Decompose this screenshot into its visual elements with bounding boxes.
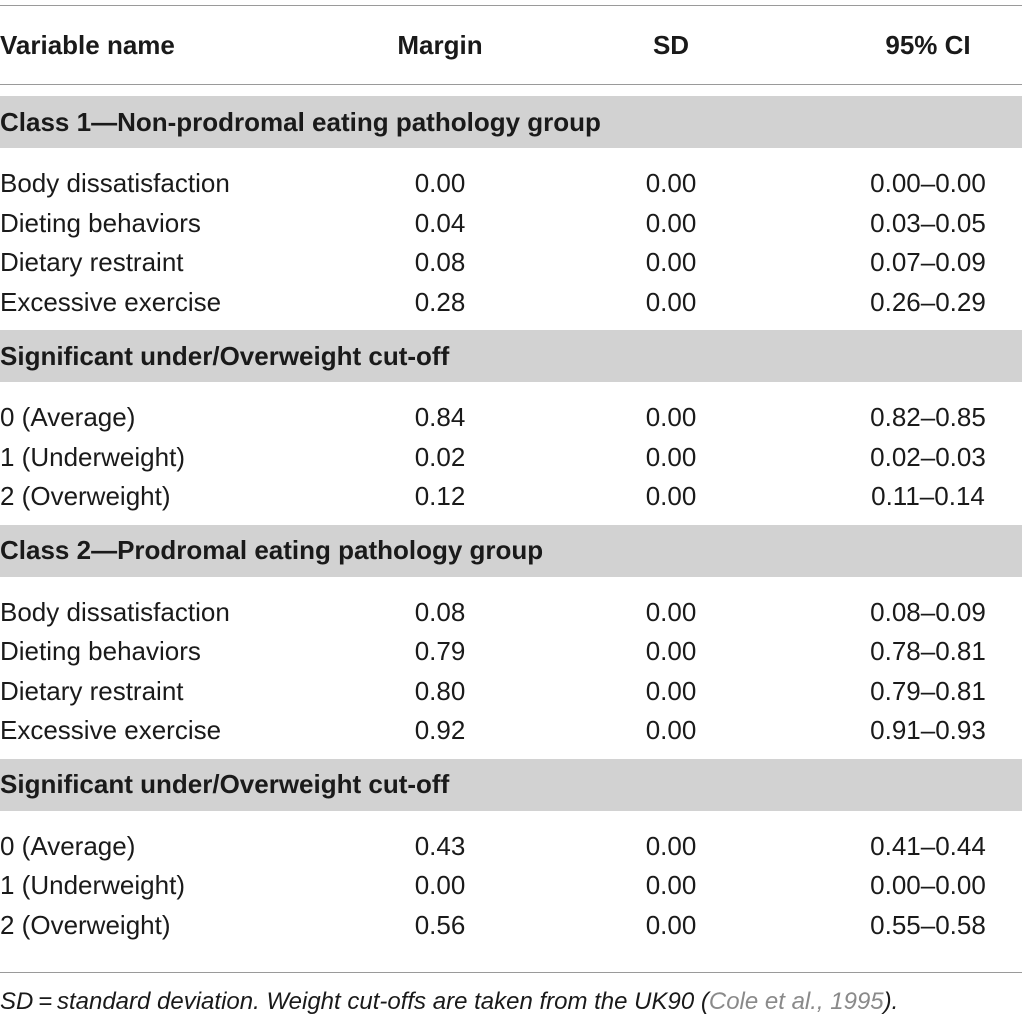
cell-margin: 0.80 — [414, 675, 466, 706]
cell-sd: 0.00 — [645, 168, 697, 199]
cell-sd: 0.00 — [645, 402, 697, 433]
cell-ci: 0.26–0.29 — [870, 286, 986, 317]
group-title: Significant under/Overweight cut-off — [0, 340, 450, 371]
table-row — [0, 283, 1022, 323]
cell-margin: 0.00 — [414, 168, 466, 199]
table-row — [0, 438, 1022, 478]
cell-sd: 0.00 — [645, 441, 697, 472]
cell-sd: 0.00 — [645, 596, 697, 627]
cell-sd: 0.00 — [645, 207, 697, 238]
group-header — [0, 330, 1022, 382]
cell-ci: 0.78–0.81 — [870, 636, 986, 667]
table-row — [0, 632, 1022, 672]
cell-sd: 0.00 — [645, 636, 697, 667]
cell-sd: 0.00 — [645, 481, 697, 512]
cell-ci: 0.11–0.14 — [871, 481, 985, 512]
cell-variable-name: Dietary restraint — [0, 247, 184, 278]
cell-margin: 0.84 — [414, 402, 466, 433]
cell-sd: 0.00 — [645, 715, 697, 746]
cell-variable-name: Dieting behaviors — [0, 636, 201, 667]
table-row — [0, 906, 1022, 946]
table-row — [0, 398, 1022, 438]
cell-variable-name: Body dissatisfaction — [0, 596, 230, 627]
cell-margin: 0.08 — [414, 247, 466, 278]
group-title: Class 2—Prodromal eating pathology group — [0, 535, 544, 565]
footnote-text: SD = standard deviation. Weight cut-offs are taken from the UK90 ( — [0, 988, 709, 1015]
cell-variable-name: Excessive exercise — [0, 715, 222, 746]
cell-variable-name: 1 (Underweight) — [0, 441, 185, 472]
cell-margin: 0.02 — [414, 441, 466, 472]
cell-variable-name: 2 (Overweight) — [0, 481, 171, 512]
cell-margin: 0.12 — [414, 481, 466, 512]
table-row — [0, 593, 1022, 633]
cell-sd: 0.00 — [645, 675, 697, 706]
table-row — [0, 866, 1022, 906]
cell-ci: 0.91–0.93 — [870, 715, 986, 746]
cell-margin: 0.79 — [414, 636, 466, 667]
cell-sd: 0.00 — [645, 870, 697, 901]
cell-margin: 0.28 — [414, 286, 466, 317]
header-ci: 95% CI — [885, 29, 971, 60]
group-header — [0, 759, 1022, 811]
cell-margin: 0.56 — [414, 909, 466, 940]
header-sd: SD — [652, 29, 690, 60]
cell-margin: 0.04 — [414, 207, 466, 238]
cell-sd: 0.00 — [645, 909, 697, 940]
cell-variable-name: 1 (Underweight) — [0, 870, 185, 901]
footnote-tail: ). — [883, 988, 899, 1015]
group-title: Class 1—Non-prodromal eating pathology group — [0, 106, 601, 137]
cell-margin: 0.00 — [414, 870, 466, 901]
cell-sd: 0.00 — [645, 830, 697, 861]
cell-variable-name: 2 (Overweight) — [0, 909, 171, 940]
cell-variable-name: Excessive exercise — [0, 286, 222, 317]
group-title: Significant under/Overweight cut-off — [0, 769, 450, 799]
cell-variable-name: Dietary restraint — [0, 675, 184, 706]
cell-ci: 0.07–0.09 — [870, 247, 986, 278]
table-footnote — [0, 988, 898, 1016]
cell-margin: 0.92 — [414, 715, 466, 746]
cell-variable-name: 0 (Average) — [0, 402, 136, 433]
cell-variable-name: Dieting behaviors — [0, 207, 201, 238]
table-row — [0, 827, 1022, 867]
cell-variable-name: Body dissatisfaction — [0, 168, 230, 199]
table-header-row — [0, 6, 1022, 84]
group-header — [0, 96, 1022, 148]
cell-ci: 0.00–0.00 — [870, 870, 986, 901]
cell-ci: 0.02–0.03 — [870, 441, 986, 472]
cell-variable-name: 0 (Average) — [0, 830, 136, 861]
cell-ci: 0.79–0.81 — [870, 675, 986, 706]
cell-ci: 0.08–0.09 — [870, 596, 986, 627]
cell-sd: 0.00 — [645, 247, 697, 278]
cell-margin: 0.43 — [414, 830, 466, 861]
cell-margin: 0.08 — [414, 596, 466, 627]
cell-ci: 0.00–0.00 — [870, 168, 986, 199]
table-row — [0, 204, 1022, 244]
cell-ci: 0.55–0.58 — [870, 909, 986, 940]
cell-ci: 0.03–0.05 — [870, 207, 986, 238]
table-row — [0, 477, 1022, 517]
table-row — [0, 672, 1022, 712]
cell-ci: 0.82–0.85 — [870, 402, 986, 433]
group-header — [0, 525, 1022, 577]
header-margin: Margin — [397, 29, 483, 60]
table-bottom-rule — [0, 972, 1022, 973]
footnote-reference-link[interactable]: Cole et al., 1995 — [708, 988, 884, 1015]
cell-sd: 0.00 — [645, 286, 697, 317]
table-row — [0, 164, 1022, 204]
table-body — [0, 96, 1022, 945]
header-variable-name: Variable name — [0, 29, 175, 60]
table-row — [0, 711, 1022, 751]
cell-ci: 0.41–0.44 — [870, 830, 986, 861]
table-row — [0, 243, 1022, 283]
